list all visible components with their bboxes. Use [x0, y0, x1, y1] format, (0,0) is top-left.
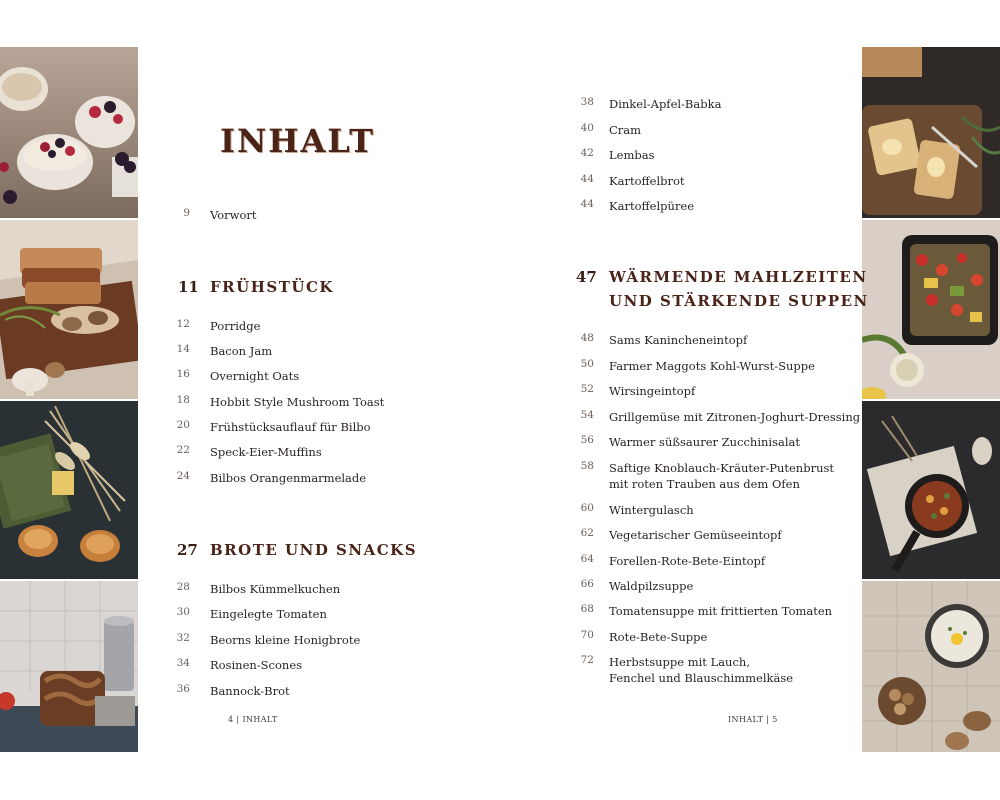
photo-roasted-vegetables — [862, 220, 1000, 399]
photo-stew-skillet — [862, 401, 1000, 579]
toc-entry-label: Beorns kleine Honigbrote — [210, 633, 361, 647]
toc-entry-label: Wintergulasch — [609, 503, 694, 517]
toc-page-number: 28 — [176, 581, 190, 593]
toc-page-number: 12 — [176, 318, 190, 330]
toc-entry-label-line2: Fenchel und Blauschimmelkäse — [609, 671, 794, 685]
toc-page-number: 66 — [580, 578, 594, 590]
toc-entry-label: Hobbit Style Mushroom Toast — [210, 395, 385, 409]
section-number: 11 — [178, 278, 199, 296]
toc-page-number: 68 — [580, 603, 594, 615]
toc-page-number: 44 — [580, 198, 594, 210]
page-title: INHALT — [220, 122, 375, 160]
left-photo-strip — [0, 47, 138, 752]
toc-page-number: 20 — [176, 419, 190, 431]
toc-entry-label: Porridge — [210, 319, 261, 333]
toc-entry-label: Herbstsuppe mit Lauch, — [609, 655, 750, 669]
toc-entry-label: Lembas — [609, 148, 655, 162]
toc-entry-label: Waldpilzsuppe — [609, 579, 694, 593]
toc-entry-label: Vegetarischer Gemüseeintopf — [609, 528, 782, 542]
toc-entry-label: Warmer süßsaurer Zucchinisalat — [609, 435, 801, 449]
toc-page-number: 16 — [176, 368, 190, 380]
photo-mushroom-soup — [862, 581, 1000, 752]
toc-entry-label: Saftige Knoblauch-Kräuter-Putenbrust — [609, 461, 834, 475]
toc-entry-label: Frühstücksauflauf für Bilbo — [210, 420, 371, 434]
toc-page-number: 42 — [580, 147, 594, 159]
toc-entry-label: Farmer Maggots Kohl-Wurst-Suppe — [609, 359, 815, 373]
toc-page-number: 70 — [580, 629, 594, 641]
toc-entry-label: Bilbos Kümmelkuchen — [210, 582, 341, 596]
toc-page-number: 72 — [580, 654, 594, 666]
toc-page-number: 30 — [176, 606, 190, 618]
toc-page-number: 40 — [580, 122, 594, 134]
toc-entry-label: Bacon Jam — [210, 344, 273, 358]
toc-entry-label: Forellen-Rote-Bete-Eintopf — [609, 554, 766, 568]
toc-page-number: 44 — [580, 173, 594, 185]
toc-page-number: 34 — [176, 657, 190, 669]
toc-entry-label: Dinkel-Apfel-Babka — [609, 97, 722, 111]
toc-page-number: 52 — [580, 383, 594, 395]
toc-page-number: 48 — [580, 332, 594, 344]
toc-entry-label: Bannock-Brot — [210, 684, 290, 698]
toc-page-number: 9 — [183, 207, 190, 219]
section-title-line1: WÄRMENDE MAHLZEITEN — [609, 268, 868, 286]
toc-page-number: 36 — [176, 683, 190, 695]
toc-page-number: 58 — [580, 460, 594, 472]
toc-entry-label: Sams Kanincheneintopf — [609, 333, 748, 347]
toc-page-number: 54 — [580, 409, 594, 421]
toc-page-number: 64 — [580, 553, 594, 565]
toc-entry-label: Eingelegte Tomaten — [210, 607, 327, 621]
toc-entry-label: Kartoffelbrot — [609, 174, 685, 188]
toc-page-number: 50 — [580, 358, 594, 370]
toc-page-number: 22 — [176, 444, 190, 456]
toc-entry-label: Bilbos Orangenmarmelade — [210, 471, 367, 485]
photo-toast-board — [862, 47, 1000, 218]
toc-entry-label: Grillgemüse mit Zitronen-Joghurt-Dressing — [609, 410, 861, 424]
photo-bread-wheat — [0, 401, 138, 579]
toc-entry-label: Overnight Oats — [210, 369, 300, 383]
toc-page-number: 14 — [176, 343, 190, 355]
toc-page-number: 56 — [580, 434, 594, 446]
toc-entry-label: Kartoffelpüree — [609, 199, 695, 213]
section-title: FRÜHSTÜCK — [210, 278, 334, 296]
footer-page-left: 4 | INHALT — [228, 715, 278, 724]
section-number: 47 — [576, 268, 597, 286]
toc-page-number: 60 — [580, 502, 594, 514]
section-title: BROTE UND SNACKS — [210, 541, 418, 559]
toc-entry-label: Rote-Bete-Suppe — [609, 630, 708, 644]
toc-entry-label-line2: mit roten Trauben aus dem Ofen — [609, 477, 800, 491]
toc-entry-label: Rosinen-Scones — [210, 658, 303, 672]
toc-entry-label: Cram — [609, 123, 642, 137]
toc-page-number: 32 — [176, 632, 190, 644]
toc-entry-label: Wirsingeintopf — [609, 384, 696, 398]
toc-page-number: 62 — [580, 527, 594, 539]
toc-page-number: 38 — [580, 96, 594, 108]
footer-page-right: INHALT | 5 — [728, 715, 778, 724]
toc-entry-label: Tomatensuppe mit frittierten Tomaten — [609, 604, 833, 618]
toc-entry-label: Speck-Eier-Muffins — [210, 445, 322, 459]
toc-page-number: 18 — [176, 394, 190, 406]
book-spread — [0, 47, 1000, 752]
photo-mushroom-toast — [0, 220, 138, 399]
photo-berry-oats — [0, 47, 138, 218]
section-title-line2: UND STÄRKENDE SUPPEN — [609, 292, 869, 310]
right-photo-strip — [862, 47, 1000, 752]
section-number: 27 — [177, 541, 198, 559]
toc-entry-label: Vorwort — [210, 208, 257, 222]
toc-page-number: 24 — [176, 470, 190, 482]
photo-babka — [0, 581, 138, 752]
